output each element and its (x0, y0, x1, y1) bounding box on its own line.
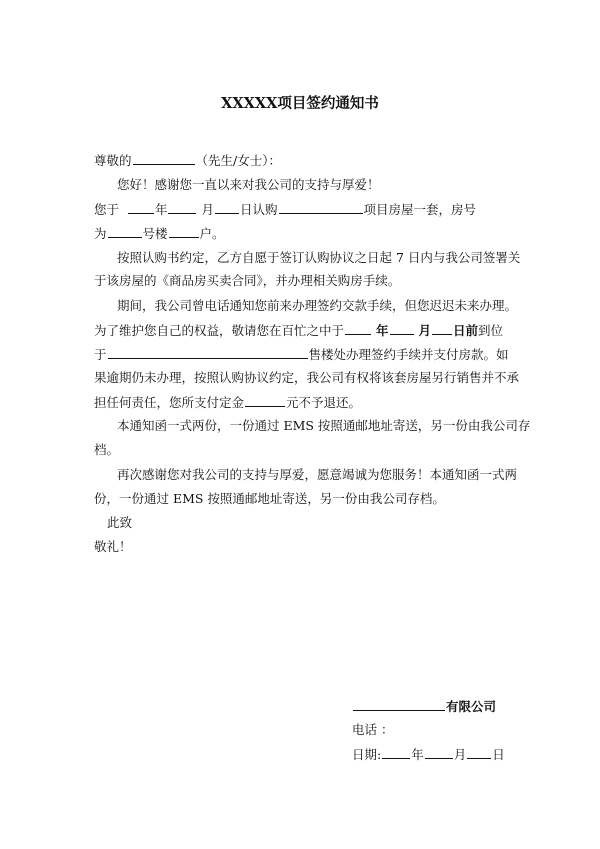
arrive-text: 到位 (478, 323, 504, 338)
deadline-year-label: 年 (376, 323, 389, 338)
customer-name-blank[interactable] (133, 152, 195, 165)
sign-month-label: 月 (453, 747, 467, 762)
company-label: 有限公司 (446, 699, 497, 714)
sign-day-label: 日 (492, 747, 505, 762)
greeting: 您好！感谢您一直以来对我公司的支持与厚爱！ (117, 177, 380, 192)
paragraph-period-line-3 (94, 346, 509, 363)
sales-office-text: 售楼处办理签约手续并支付房款。如 (308, 347, 509, 362)
paragraph-thanks-line-2: 份，一份通过 EMS 按照通邮地址寄送，另一份由我公司存档。 (94, 491, 445, 506)
year-label: 年 (154, 202, 168, 217)
day-purchase-label: 日认购 (239, 202, 278, 217)
building-number-blank[interactable] (108, 225, 142, 238)
project-name-blank[interactable] (279, 201, 363, 214)
paragraph-copies-line-1: 本通知函一式两份，一份通过 EMS 按照通邮地址寄送，另一份由我公司存 (117, 418, 531, 433)
no-refund-text: 元不予退还。 (286, 395, 362, 410)
deposit-amount-blank[interactable] (245, 394, 285, 407)
unit-number-blank[interactable] (169, 225, 199, 238)
paragraph-thanks-line-1: 再次感谢您对我公司的支持与厚爱，愿意竭诚为您服务！本通知函一式两 (117, 467, 518, 482)
unit-label: 户。 (199, 226, 225, 241)
signature-company (352, 698, 496, 715)
room-prefix: 为 (94, 226, 107, 241)
deadline-day-label: 日前 (453, 323, 479, 338)
location-prefix: 于 (94, 347, 107, 362)
paragraph-period-line-1: 期间，我公司曾电话通知您前来办理签约交款手续，但您迟迟未来办理。 (117, 298, 518, 313)
paragraph-agreement-line-2: 于该房屋的《商品房买卖合同》，并办理相关购房手续。 (94, 273, 401, 288)
deadline-day-blank[interactable] (432, 322, 452, 335)
deposit-text: 担任何责任，您所支付定金 (94, 395, 245, 410)
deadline-month-blank[interactable] (390, 322, 414, 335)
page-title: XXXXX项目签约通知书 (221, 95, 379, 112)
signature-date (352, 746, 505, 763)
paragraph-copies-line-2: 档。 (94, 442, 120, 457)
purchase-day-blank[interactable] (215, 201, 239, 214)
sign-year-blank[interactable] (382, 746, 410, 759)
building-label: 号楼 (142, 226, 168, 241)
salutation-suffix: （先生/女士）： (195, 153, 281, 168)
signature-phone: 电话 ： (352, 722, 394, 737)
purchase-month-blank[interactable] (168, 201, 196, 214)
room-number-line (94, 225, 225, 242)
salutation (94, 152, 281, 169)
project-room-text: 项目房屋一套，房号 (363, 202, 477, 217)
period-text: 为了维护您自己的权益，敬请您在百忙之中于 (94, 323, 345, 338)
salutation-prefix: 尊敬的 (94, 153, 132, 168)
closing-line-2: 敬礼！ (94, 539, 132, 554)
sign-year-label: 年 (411, 747, 424, 762)
purchase-prefix: 您于 (94, 202, 120, 217)
sign-month-blank[interactable] (425, 746, 453, 759)
sales-office-blank[interactable] (108, 346, 308, 359)
paragraph-agreement-line-1: 按照认购书约定，乙方自愿于签订认购协议之日起 7 日内与我公司签署关 (117, 250, 521, 265)
deadline-month-label: 月 (418, 323, 432, 338)
month-label: 月 (201, 202, 214, 217)
purchase-year-blank[interactable] (128, 201, 154, 214)
sign-day-blank[interactable] (467, 746, 491, 759)
date-label: 日期: (352, 747, 382, 762)
closing-line-1: 此致 (107, 515, 133, 530)
paragraph-period-line-5 (94, 394, 361, 411)
company-name-blank[interactable] (353, 698, 445, 711)
purchase-line (94, 201, 476, 218)
paragraph-period-line-4: 果逾期仍未办理，按照认购协议约定，我公司有权将该套房屋另行销售并不承 (94, 370, 520, 385)
deadline-year-blank[interactable] (345, 322, 371, 335)
paragraph-period-line-2 (94, 322, 503, 339)
